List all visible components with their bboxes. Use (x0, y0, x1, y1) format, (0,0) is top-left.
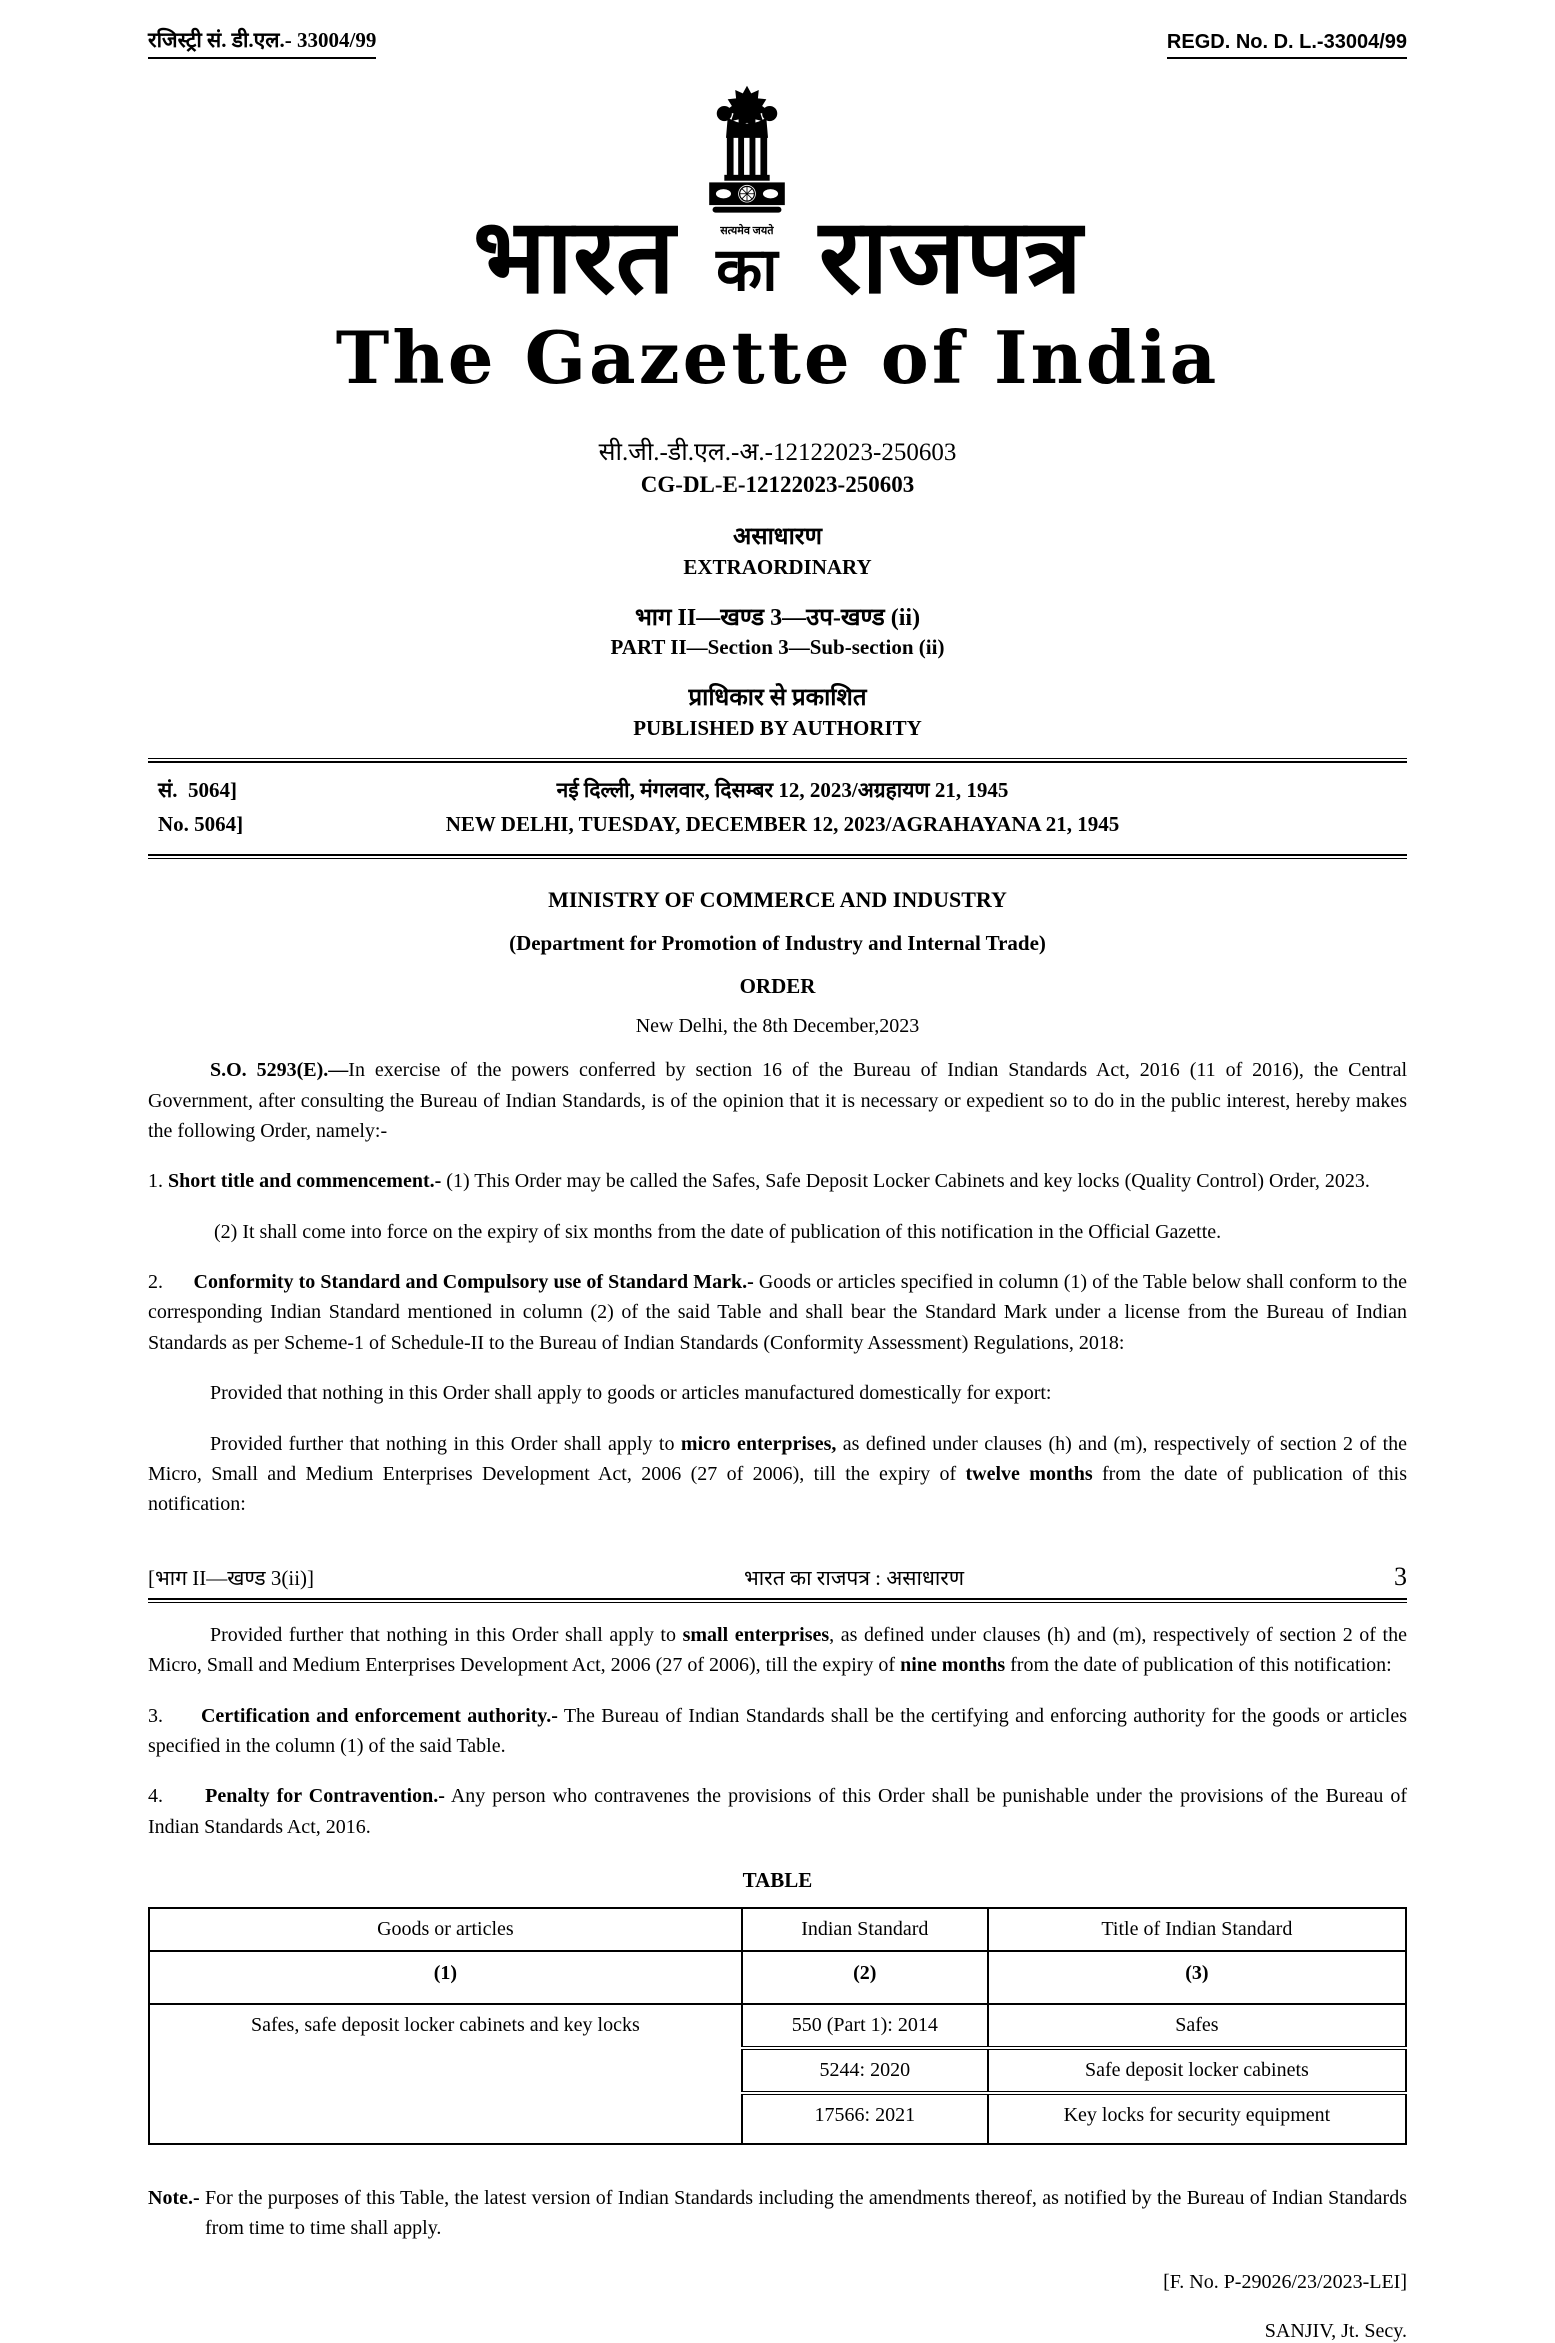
paragraph-1-short-title: 1. Short title and commencement.- (1) This Order may be called the Safes, Safe Deposit Locker Cabinets and key locks (Quality Control) Order, 2023. (148, 1170, 1370, 1193)
masthead-hindi-right: राजपत्र (818, 199, 1082, 315)
part-section-hindi: भाग II—खण्ड 3—उप-खण्ड (ii) (634, 604, 921, 631)
issue-date-hindi: नई दिल्ली, मंगलवार, दिसम्बर 12, 2023/अग्रहायण 21, 1945 (556, 777, 1009, 802)
published-authority-hindi: प्राधिकार से प्रकाशित (688, 685, 867, 712)
issue-type-block (148, 522, 1407, 741)
table-title: TABLE (742, 1868, 813, 1893)
gazette-id-hindi: सी.जी.-डी.एल.-अ.-12122023-250603 (598, 438, 957, 466)
issue-row-spacer (1192, 773, 1407, 842)
issue-bar (148, 758, 1407, 859)
table-cell-standard-1: 550 (Part 1): 2014 (742, 2004, 988, 2048)
file-number: [F. No. P-29026/23/2023-LEI] (1163, 2271, 1407, 2294)
signature: SANJIV, Jt. Secy. (1264, 2320, 1407, 2343)
gazette-title-english: The Gazette of India (335, 315, 1220, 400)
masthead-center (705, 85, 789, 303)
table-cell-goods: Safes, safe deposit locker cabinets and key locks (149, 2004, 742, 2144)
page3-header-rule (148, 1598, 1407, 1603)
extraordinary-label-english: EXTRAORDINARY (683, 554, 872, 579)
masthead-hindi-middle: का (716, 237, 778, 303)
order-heading: ORDER (739, 974, 816, 999)
page3-running-header (148, 1562, 1407, 1603)
table-colnum-1: (1) (149, 1951, 742, 2004)
top-registry-header (148, 26, 1407, 59)
page3-page-number: 3 (1394, 1561, 1407, 1591)
state-emblem-icon (705, 85, 789, 221)
page3-header-center: भारत का राजपत्र : असाधारण (743, 1565, 965, 1590)
table-header-standard: Indian Standard (742, 1908, 988, 1951)
table-cell-title-1: Safes (988, 2004, 1406, 2048)
issue-date-english: NEW DELHI, TUESDAY, DECEMBER 12, 2023/AGRAHAYANA 21, 1945 (445, 812, 1120, 837)
registry-number-english: REGD. No. D. L.-33004/99 (1167, 31, 1407, 59)
table-colnum-row (149, 1951, 1406, 2004)
proviso-export: Provided that nothing in this Order shall apply to goods or articles manufactured domestically for export: (210, 1382, 1052, 1405)
page3-header-left: [भाग II—खण्ड 3(ii)] (148, 1565, 315, 1590)
paragraph-3-certification: 3. Certification and enforcement authority.- The Bureau of Indian Standards shall be the certifying and enforcing authority for the goods or articles specified in the column (1) of the said Table. (148, 1704, 1408, 1757)
issue-number-english: No. 5064] (158, 812, 244, 837)
table-colnum-3: (3) (988, 1951, 1406, 2004)
registry-number-hindi: रजिस्ट्री सं. डी.एल.- 33004/99 (148, 26, 376, 59)
table-colnum-2: (2) (742, 1951, 988, 2004)
ministry-title: MINISTRY OF COMMERCE AND INDUSTRY (548, 887, 1007, 913)
masthead-hindi-title (148, 85, 1407, 315)
gazette-id-english: CG-DL-E-12122023-250603 (640, 472, 915, 498)
table-cell-standard-2: 5244: 2020 (742, 2048, 988, 2093)
paragraph-4-penalty: 4. Penalty for Contravention.- Any person who contravenes the provisions of this Order shall be punishable under the provisions of the Bureau of Indian Standards Act, 2016. (148, 1785, 1408, 1838)
paragraph-so-5293: S.O. 5293(E).—In exercise of the powers conferred by section 16 of the Bureau of Indian Standards Act, 2016 (11 of 2016), the Central Government, after consulting the Bureau of Indian Standards, is of the opinion that it is necessary or expedient so to do in the public interest, hereby makes the following Order, namely:- (148, 1059, 1408, 1142)
table-cell-standard-3: 17566: 2021 (742, 2093, 988, 2144)
table-note: Note.- For the purposes of this Table, the latest version of Indian Standards including the amendments thereof, as notified by the Bureau of Indian Standards from time to time shall apply. (148, 2187, 1407, 2240)
double-rule-bottom (148, 854, 1407, 859)
extraordinary-label-hindi: असाधारण (733, 524, 822, 551)
paragraph-1-2-commencement: (2) It shall come into force on the expiry of six months from the date of publication of this notification in the Official Gazette. (214, 1220, 1222, 1243)
table-row (149, 2004, 1406, 2048)
published-authority-english: PUBLISHED BY AUTHORITY (633, 715, 922, 740)
table-cell-title-2: Safe deposit locker cabinets (988, 2048, 1406, 2093)
masthead (148, 85, 1407, 400)
paragraph-2-conformity: 2. Conformity to Standard and Compulsory use of Standard Mark.- Goods or articles specified in column (1) of the Table below shall conform to the corresponding Indian Standard mentioned in column (2) of the said Table and shall bear the Standard Mark under a license from the Bureau of Indian Standards as per Scheme-1 of Schedule-II to the Bureau of Indian Standards (Conformity Assessment) Regulations, 2018: (148, 1271, 1407, 1354)
emblem-motto: सत्यमेव जयते (720, 225, 774, 237)
issue-number-hindi: सं. 5064] (158, 777, 237, 802)
masthead-hindi-left: भारत (473, 199, 675, 315)
table-header-goods: Goods or articles (149, 1908, 742, 1951)
part-section-english: PART II—Section 3—Sub-section (ii) (610, 635, 945, 660)
department-title: (Department for Promotion of Industry and Internal Trade) (509, 931, 1046, 956)
order-place-date: New Delhi, the 8th December,2023 (635, 1015, 920, 1038)
gazette-id-block (148, 436, 1407, 501)
table-header-row (149, 1908, 1406, 1951)
proviso-micro-enterprises: Provided further that nothing in this Order shall apply to micro enterprises, as defined under clauses (h) and (m), respectively of section 2 of the Micro, Small and Medium Enterprises Development Act, 2006 (27 of 2006), till the expiry of twelve months from the date of publication of this notification: (148, 1432, 1408, 1516)
proviso-small-enterprises: Provided further that nothing in this Order shall apply to small enterprises, as defined under clauses (h) and (m), respectively of section 2 of the Micro, Small and Medium Enterprises Development Act, 2006 (27 of 2006), till the expiry of nine months from the date of publication of this notification: (148, 1623, 1407, 1677)
issue-row (148, 763, 1407, 854)
table-cell-title-3: Key locks for security equipment (988, 2093, 1406, 2144)
table-header-title: Title of Indian Standard (988, 1908, 1406, 1951)
standards-table (148, 1907, 1407, 2145)
